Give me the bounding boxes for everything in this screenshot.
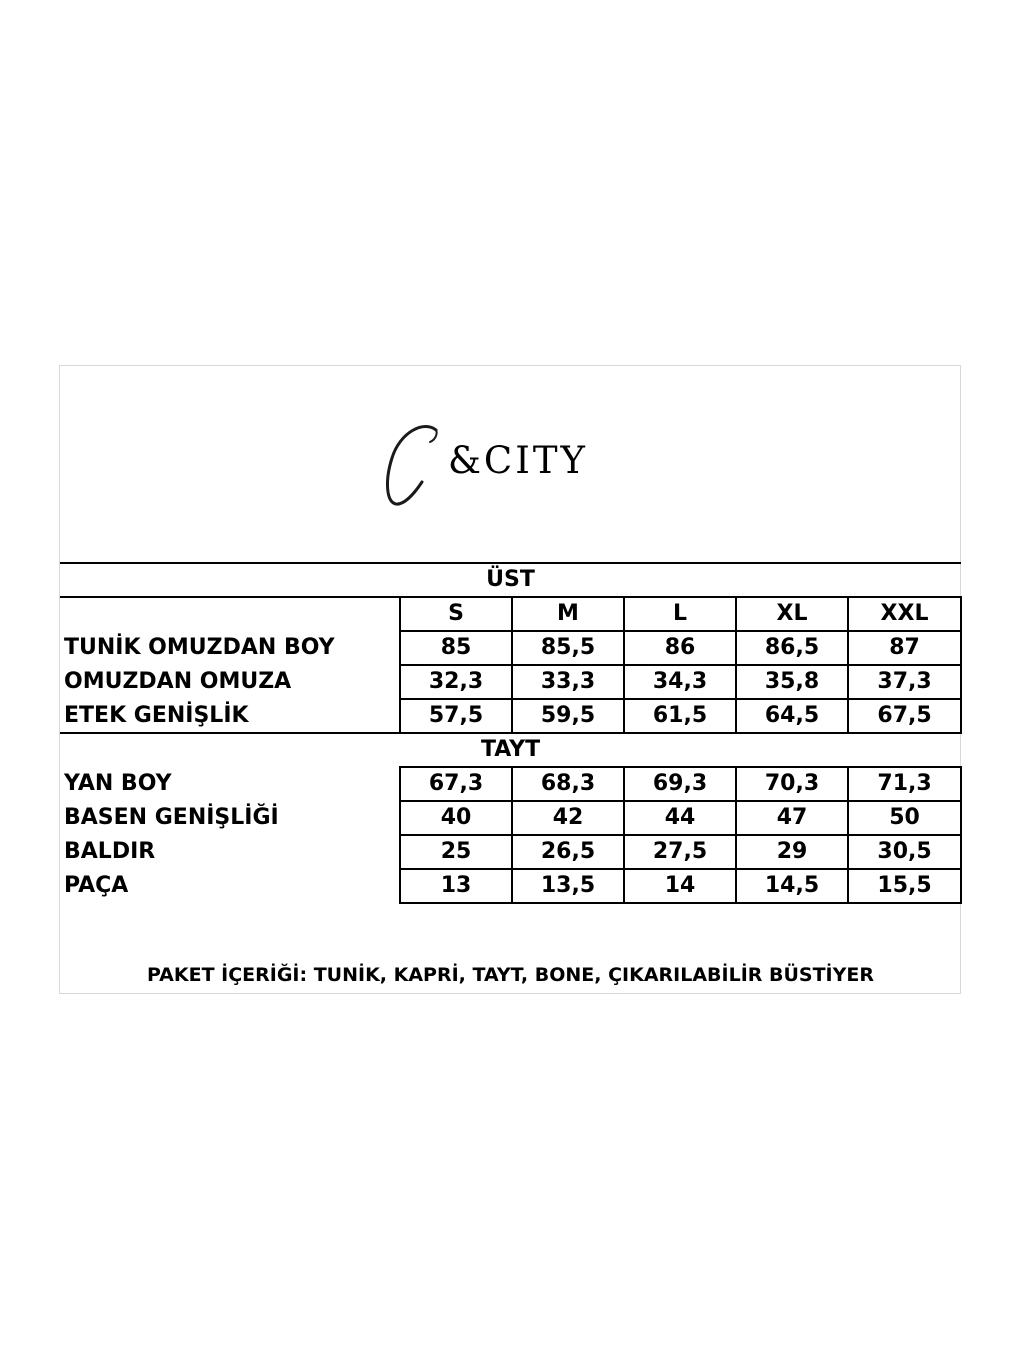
table-cell: 50 <box>848 801 961 835</box>
table-cell: 25 <box>400 835 512 869</box>
row-label: YAN BOY <box>64 771 172 796</box>
size-header-xxl: XXL <box>848 597 961 631</box>
table-cell: 61,5 <box>624 699 736 733</box>
table-cell: 86,5 <box>736 631 848 665</box>
table-cell: 69,3 <box>624 767 736 801</box>
table-cell: 27,5 <box>624 835 736 869</box>
row-label: ETEK GENİŞLİK <box>64 702 249 728</box>
section-title-row <box>60 733 961 767</box>
table-cell: 37,3 <box>848 665 961 699</box>
table-cell: 68,3 <box>512 767 624 801</box>
table-cell: 34,3 <box>624 665 736 699</box>
table-cell: 33,3 <box>512 665 624 699</box>
size-header-m: M <box>512 597 624 631</box>
size-header-row <box>60 597 961 631</box>
table-cell: 64,5 <box>736 699 848 733</box>
table-cell: 86 <box>624 631 736 665</box>
table-row <box>60 631 961 665</box>
size-header-xl: XL <box>736 597 848 631</box>
brand-name: &CITY <box>448 439 588 482</box>
table-cell: 85 <box>400 631 512 665</box>
table-row <box>60 767 961 801</box>
table-row <box>60 835 961 869</box>
table-cell: 30,5 <box>848 835 961 869</box>
table-cell: 70,3 <box>736 767 848 801</box>
table-cell: 71,3 <box>848 767 961 801</box>
table-cell: 40 <box>400 801 512 835</box>
row-label: OMUZDAN OMUZA <box>64 669 292 694</box>
row-label: TUNİK OMUZDAN BOY <box>64 635 335 660</box>
table-cell: 59,5 <box>512 699 624 733</box>
table-cell: 67,3 <box>400 767 512 801</box>
package-contents: PAKET İÇERİĞİ: TUNİK, KAPRİ, TAYT, BONE, ÇIKARILABİLİR BÜSTİYER <box>146 964 874 986</box>
size-header-s: S <box>400 597 512 631</box>
size-table <box>60 562 962 904</box>
table-cell: 15,5 <box>848 869 961 903</box>
table-row <box>60 869 961 903</box>
table-row <box>60 665 961 699</box>
table-cell: 42 <box>512 801 624 835</box>
section-title-row <box>60 563 961 597</box>
table-row <box>60 801 961 835</box>
table-cell: 87 <box>848 631 961 665</box>
row-label: PAÇA <box>64 873 129 898</box>
table-cell: 44 <box>624 801 736 835</box>
table-cell: 13 <box>400 869 512 903</box>
table-cell: 57,5 <box>400 699 512 733</box>
table-cell: 47 <box>736 801 848 835</box>
table-cell: 14 <box>624 869 736 903</box>
table-cell: 32,3 <box>400 665 512 699</box>
section-title-ust: ÜST <box>60 563 961 597</box>
table-cell: 26,5 <box>512 835 624 869</box>
size-header-l: L <box>624 597 736 631</box>
header-blank-cell <box>60 597 400 631</box>
row-label: BASEN GENİŞLİĞİ <box>64 805 279 830</box>
table-cell: 85,5 <box>512 631 624 665</box>
table-cell: 35,8 <box>736 665 848 699</box>
table-cell: 67,5 <box>848 699 961 733</box>
table-cell: 29 <box>736 835 848 869</box>
row-label: BALDIR <box>64 839 156 864</box>
table-cell: 14,5 <box>736 869 848 903</box>
table-cell: 13,5 <box>512 869 624 903</box>
table-row <box>60 699 961 733</box>
section-title-tayt: TAYT <box>60 733 961 767</box>
